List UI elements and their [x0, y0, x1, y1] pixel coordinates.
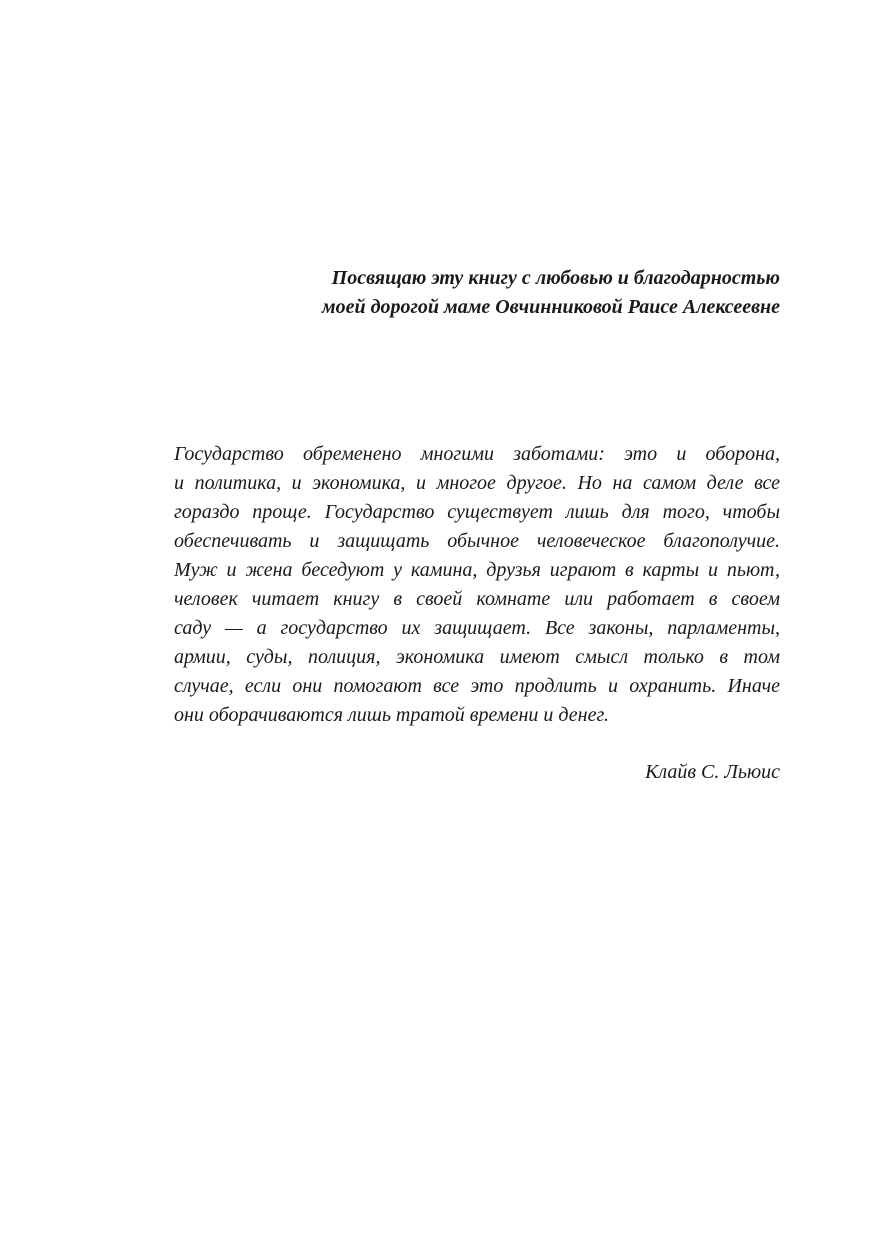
dedication: [174, 264, 780, 322]
quote-line: саду — а государство их защищает. Все законы, парламенты,: [174, 617, 780, 639]
quote-line: они оборачиваются лишь тратой времени и денег.: [174, 704, 609, 726]
quote-line: обеспечивать и защищать обычное человеческое благополучие.: [174, 530, 780, 552]
quote-line: Муж и жена беседуют у камина, друзья играют в карты и пьют,: [174, 559, 780, 581]
quote-line: случае, если они помогают все это продлить и охранить. Иначе: [174, 675, 780, 697]
quote-line: армии, суды, полиция, экономика имеют смысл только в том: [174, 646, 780, 668]
quote-line: и политика, и экономика, и многое другое. Но на самом деле все: [174, 472, 780, 494]
quote-line: гораздо проще. Государство существует лишь для того, чтобы: [174, 501, 780, 523]
dedication-line: Посвящаю эту книгу с любовью и благодарностью: [331, 267, 780, 289]
epigraph-author: Клайв С. Льюис: [645, 761, 780, 783]
quote-line: Государство обременено многими заботами: это и оборона,: [174, 443, 780, 465]
epigraph-quote: [174, 440, 780, 730]
quote-line: человек читает книгу в своей комнате или работает в своем: [174, 588, 780, 610]
dedication-line: моей дорогой маме Овчинниковой Раисе Алексеевне: [321, 296, 780, 318]
